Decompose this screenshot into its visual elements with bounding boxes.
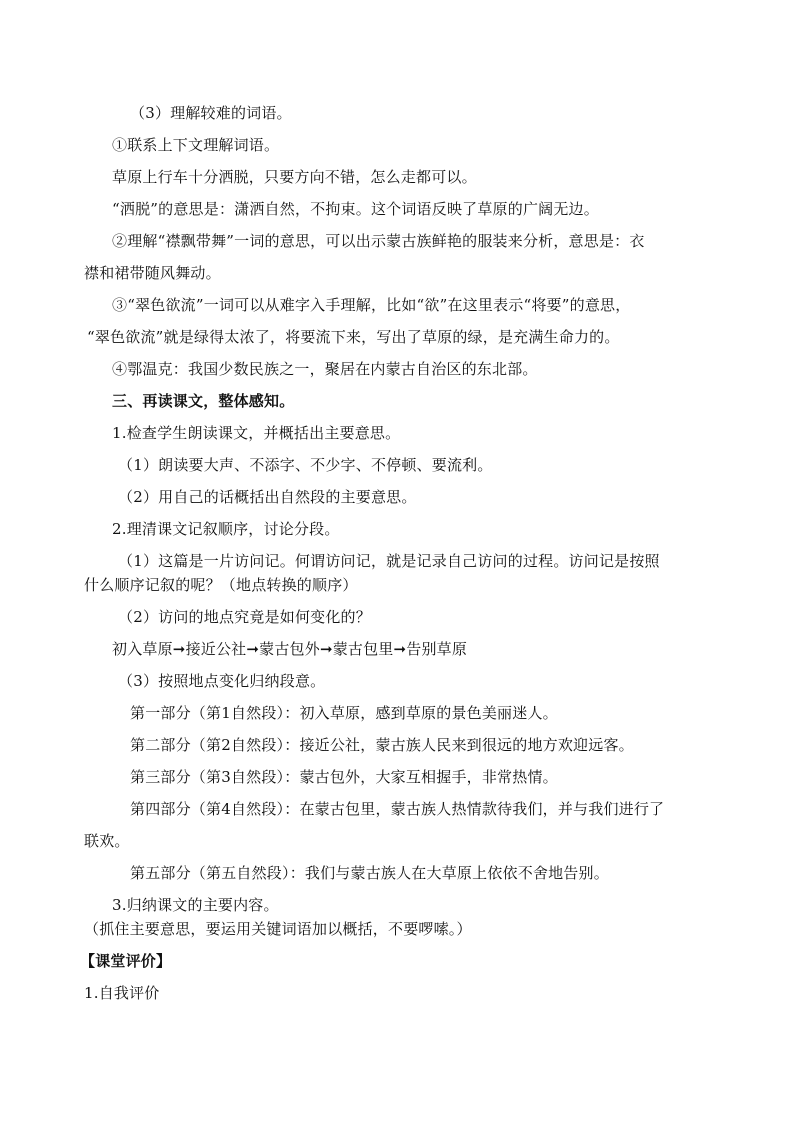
text-line: ②理解“襟飘带舞”一词的意思，可以出示蒙古族鲜艳的服装来分析，意思是：衣 <box>112 232 645 250</box>
text-line: 初入草原➞接近公社➞蒙古包外➞蒙古包里➞告别草原 <box>112 640 468 658</box>
text-line: 1.检查学生朗读课文，并概括出主要意思。 <box>112 424 401 442</box>
section-heading: 【课堂评价】 <box>80 952 172 970</box>
text-line: （2）用自己的话概括出自然段的主要意思。 <box>118 488 417 506</box>
text-line: （2）访问的地点究竟是如何变化的？ <box>118 608 371 626</box>
text-line: “翠色欲流”就是绿得太浓了，将要流下来，写出了草原的绿，是充满生命力的。 <box>87 328 620 346</box>
text-line: 3.归纳课文的主要内容。 <box>112 896 279 914</box>
section-heading: 三、再读课文，整体感知。 <box>112 392 295 410</box>
text-line: “洒脱”的意思是：潇洒自然，不拘束。这个词语反映了草原的广阔无边。 <box>112 200 599 218</box>
text-line: 第三部分（第3自然段）：蒙古包外，大家互相握手，非常热情。 <box>130 768 558 786</box>
text-line: 第一部分（第1自然段）：初入草原，感到草原的景色美丽迷人。 <box>130 704 558 722</box>
text-line: （1）这篇是一片访问记。何谓访问记，就是记录自己访问的过程。访问记是按照 <box>118 552 660 570</box>
text-line: 第五部分（第五自然段）：我们与蒙古族人在大草原上依依不舍地告别。 <box>130 864 609 882</box>
text-line: （3）理解较难的词语。 <box>130 104 292 122</box>
text-line: （抓住主要意思，要运用关键词语加以概括，不要啰嗦。） <box>84 920 472 938</box>
text-line: 2.理清课文记叙顺序，讨论分段。 <box>112 520 340 538</box>
text-line: 第四部分（第4自然段）：在蒙古包里，蒙古族人热情款待我们，并与我们进行了 <box>130 800 665 818</box>
text-line: 第二部分（第2自然段）：接近公社，蒙古族人民来到很远的地方欢迎远客。 <box>130 736 634 754</box>
text-line: 联欢。 <box>84 832 130 850</box>
text-line: ④鄂温克：我国少数民族之一，聚居在内蒙古自治区的东北部。 <box>112 360 538 378</box>
text-line: ①联系上下文理解词语。 <box>112 136 280 154</box>
text-line: ③“翠色欲流”一词可以从难字入手理解，比如“欲”在这里表示“将要”的意思， <box>112 296 631 314</box>
text-line: （1）朗读要大声、不添字、不少字、不停顿、要流利。 <box>118 456 493 474</box>
text-line: （3）按照地点变化归纳段意。 <box>118 672 326 690</box>
text-line: 什么顺序记叙的呢？（地点转换的顺序） <box>84 576 358 594</box>
text-line: 1.自我评价 <box>84 984 160 1002</box>
text-line: 襟和裙带随风舞动。 <box>84 264 221 282</box>
text-line: 草原上行车十分洒脱，只要方向不错，怎么走都可以。 <box>112 168 477 186</box>
